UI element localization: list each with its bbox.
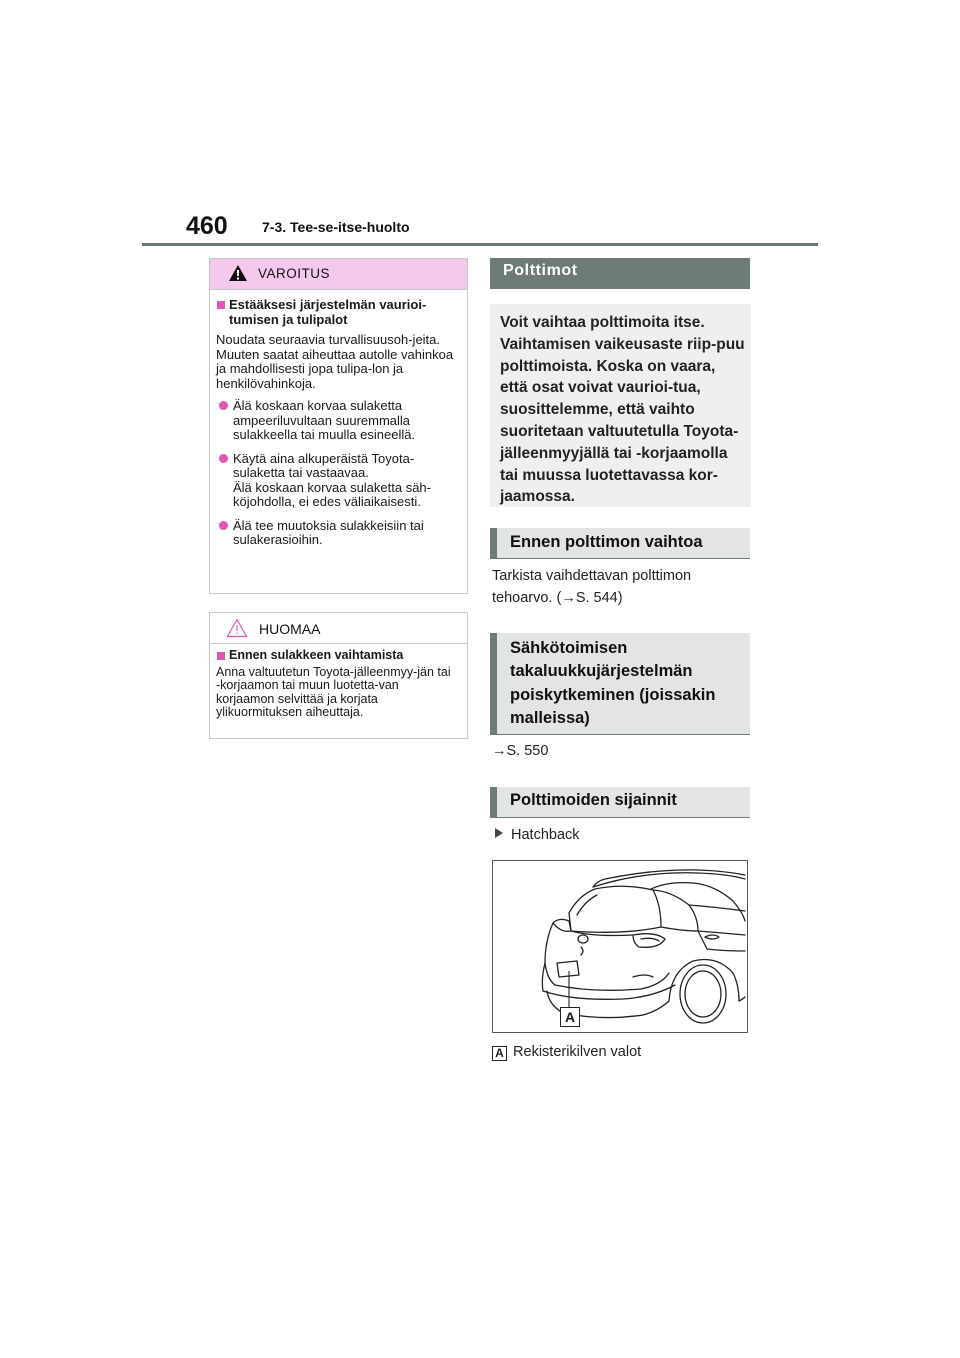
- check-wattage-text: Tarkista vaihdettavan polttimon tehoarvo. (→S. 544): [492, 568, 692, 606]
- subheading-before-label: Ennen polttimon vaihtoa: [510, 533, 703, 551]
- warning-consequence: Muuten saatat aiheuttaa autolle vahinkoa ja mahdollisesti jopa tulipa-lon ja henkilövahinkoja.: [216, 346, 454, 391]
- warning-bullet-3: Älä tee muutoksia sulakkeisiin tai sulakerasioihin.: [216, 519, 457, 548]
- warning-triangle-icon: [228, 264, 248, 282]
- figure-caption: [492, 1041, 641, 1063]
- warning-bullet-2: [216, 452, 457, 510]
- warning-bullet-2-extra: Älä koskaan korvaa sulaketta säh-köjohdolla, ei edes väliaikaisesti.: [233, 479, 431, 509]
- variant-text: Hatchback: [511, 827, 580, 843]
- callout-a-letter: A: [564, 1009, 576, 1025]
- warning-heading: Estääksesi järjestelmän vaurioi-tumisen ja tulipalot: [216, 298, 457, 327]
- subheading-bulb-locations: [490, 787, 750, 817]
- section-heading: Polttimot: [503, 262, 578, 279]
- warning-label: VAROITUS: [258, 266, 331, 281]
- section-heading-bar: [490, 258, 750, 289]
- subheading-before-replacement: [490, 528, 750, 558]
- warning-intro: Noudata seuraavia turvallisuusoh-jeita.: [216, 332, 441, 347]
- notice-heading: Ennen sulakkeen vaihtamista: [216, 649, 457, 663]
- triangle-bullet-icon: [495, 828, 503, 838]
- notice-text: Anna valtuutetun Toyota-jälleenmyy-jän tai -korjaamon tai muun luotetta-van korjaamon selvittää ja korjata ylikuormituksen aiheuttaja.: [216, 664, 451, 720]
- caption-text: Rekisterikilven valot: [513, 1044, 642, 1060]
- warning-bullet-2-main: Käytä aina alkuperäistä Toyota-sulaketta tai vastaavaa.: [233, 450, 415, 480]
- page-reference: →S. 550: [492, 743, 549, 759]
- warning-bullet-1: Älä koskaan korvaa sulaketta ampeeriluvultaan suuremmalla sulakkeella tai muulla esineellä.: [216, 399, 457, 443]
- notice-header: [210, 613, 467, 644]
- caution-triangle-icon: [226, 618, 248, 638]
- intro-text: Voit vaihtaa polttimoita itse. Vaihtamisen vaikeusaste riip-puu polttimoista. Koska on vaara, että osat voivat vaurioi-tua, suosittelemme, että vaihto suoritetaan valtuutetulla Toyota-jälleenmyyjällä tai -korjaamolla tai muussa luotettavassa kor-jaamossa.: [500, 314, 745, 506]
- page-number: 460: [186, 212, 228, 240]
- warning-header: [210, 259, 467, 290]
- subheading-bulb-locations-label: Polttimoiden sijainnit: [510, 791, 677, 809]
- notice-box: [209, 612, 468, 739]
- subheading-power-door: [490, 633, 750, 734]
- car-illustration: [492, 860, 748, 1033]
- variant-label: [492, 824, 580, 846]
- caption-letter-box: A: [492, 1046, 507, 1061]
- subheading-power-door-label: Sähkötoimisen takaluukkujärjestelmän poiskytkeminen (joissakin malleissa): [510, 639, 716, 727]
- intro-box: [490, 304, 751, 507]
- notice-label: HUOMAA: [259, 621, 321, 637]
- callout-a: [560, 1007, 580, 1027]
- header-rule: [142, 243, 818, 246]
- section-title: 7-3. Tee-se-itse-huolto: [262, 219, 410, 235]
- hatchback-rear-drawing: [493, 861, 747, 1032]
- warning-box: [209, 258, 468, 594]
